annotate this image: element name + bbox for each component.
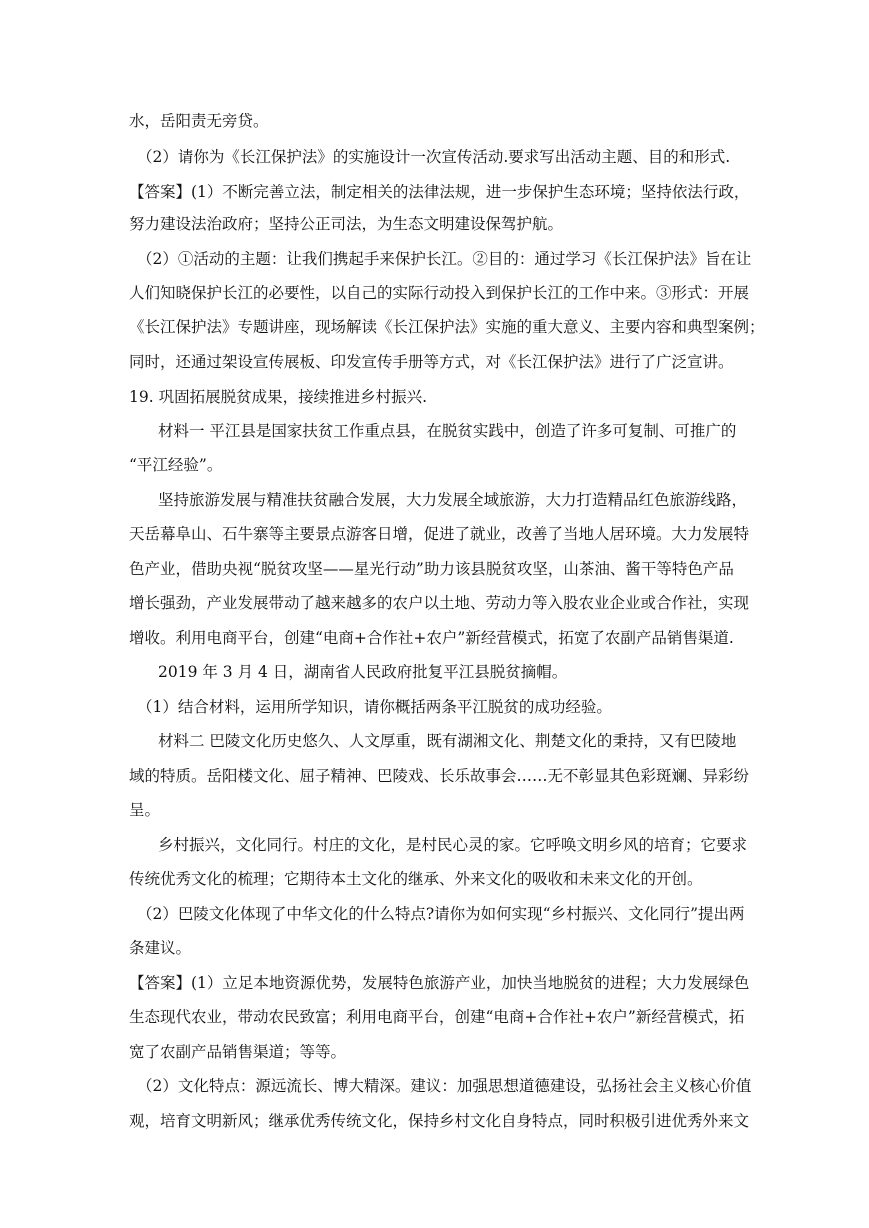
text-line: 呈。: [129, 801, 161, 819]
question-line: （2）巴陵文化体现了中华文化的什么特点?请你为如何实现“乡村振兴、文化同行”提出两: [137, 905, 745, 923]
text-line: 生态现代农业，带动农民致富；利用电商平台，创建“电商+合作社+农户”新经营模式，拓: [129, 1008, 745, 1026]
text-line: 人们知晓保护长江的必要性，以自己的实际行动投入到保护长江的工作中来。③形式：开展: [129, 284, 750, 302]
answer-line: 【答案】(1）立足本地资源优势，发展特色旅游产业，加快当地脱贫的进程；大力发展绿色: [129, 974, 750, 992]
answer-line: 【答案】(1）不断完善立法，制定相关的法律法规，进一步保护生态环境；坚持依法行政，: [129, 183, 750, 201]
text-line: 增收。利用电商平台，创建“电商+合作社+农户”新经营模式，拓宽了农副产品销售渠道.: [129, 629, 734, 647]
text-line: 坚持旅游发展与精准扶贫融合发展，大力发展全域旅游，大力打造精品红色旅游线路，: [158, 491, 748, 509]
text-line: 同时，还通过架设宣传展板、印发宣传手册等方式，对《长江保护法》进行了广泛宣讲。: [129, 353, 734, 371]
material-line: 材料二 巴陵文化历史悠久、人文厚重，既有湖湘文化、荆楚文化的秉持，又有巴陵地: [158, 732, 737, 750]
text-line: 2019 年 3 月 4 日，湖南省人民政府批复平江县脱贫摘帽。: [158, 663, 568, 681]
text-line: 条建议。: [129, 939, 192, 957]
question-line: （2）请你为《长江保护法》的实施设计一次宣传活动.要求写出活动主题、目的和形式.: [137, 148, 731, 166]
text-line: （2）①活动的主题：让我们携起手来保护长江。②目的：通过学习《长江保护法》旨在让: [137, 250, 752, 268]
question-line: （1）结合材料，运用所学知识，请你概括两条平江脱贫的成功经验。: [137, 698, 612, 716]
text-line: 域的特质。岳阳楼文化、屈子精神、巴陵戏、长乐故事会……无不彰显其色彩斑斓、异彩纷: [129, 767, 750, 785]
material-line: 材料一 平江县是国家扶贫工作重点县，在脱贫实践中，创造了许多可复制、可推广的: [158, 422, 737, 440]
text-line: 努力建设法治政府；坚持公正司法，为生态文明建设保驾护航。: [129, 215, 564, 233]
text-line: 水，岳阳责无旁贷。: [129, 112, 269, 130]
text-line: 色产业，借助央视“脱贫攻坚——星光行动”助力该县脱贫攻坚，山茶油、酱干等特色产品: [129, 560, 734, 578]
text-line: 《长江保护法》专题讲座，现场解读《长江保护法》实施的重大意义、主要内容和典型案例；: [129, 318, 765, 336]
text-line: “平江经验”。: [129, 456, 223, 474]
question-number-line: 19. 巩固拓展脱贫成果，接续推进乡村振兴.: [129, 388, 428, 406]
text-line: 观，培育文明新风；继承优秀传统文化，保持乡村文化自身特点，同时积极引进优秀外来文: [129, 1112, 750, 1130]
text-line: 宽了农副产品销售渠道；等等。: [129, 1043, 347, 1061]
text-line: 乡村振兴，文化同行。村庄的文化，是村民心灵的家。它呼唤文明乡风的培育；它要求: [158, 836, 748, 854]
text-line: 天岳幕阜山、石牛寨等主要景点游客日增，促进了就业，改善了当地人居环境。大力发展特: [129, 525, 750, 543]
text-line: 传统优秀文化的梳理；它期待本土文化的继承、外来文化的吸收和未来文化的开创。: [129, 870, 703, 888]
text-line: 增长强劲，产业发展带动了越来越多的农户以土地、劳动力等入股农业企业或合作社，实现: [129, 594, 750, 612]
text-line: （2）文化特点：源远流长、博大精深。建议：加强思想道德建设，弘扬社会主义核心价值: [137, 1077, 752, 1095]
